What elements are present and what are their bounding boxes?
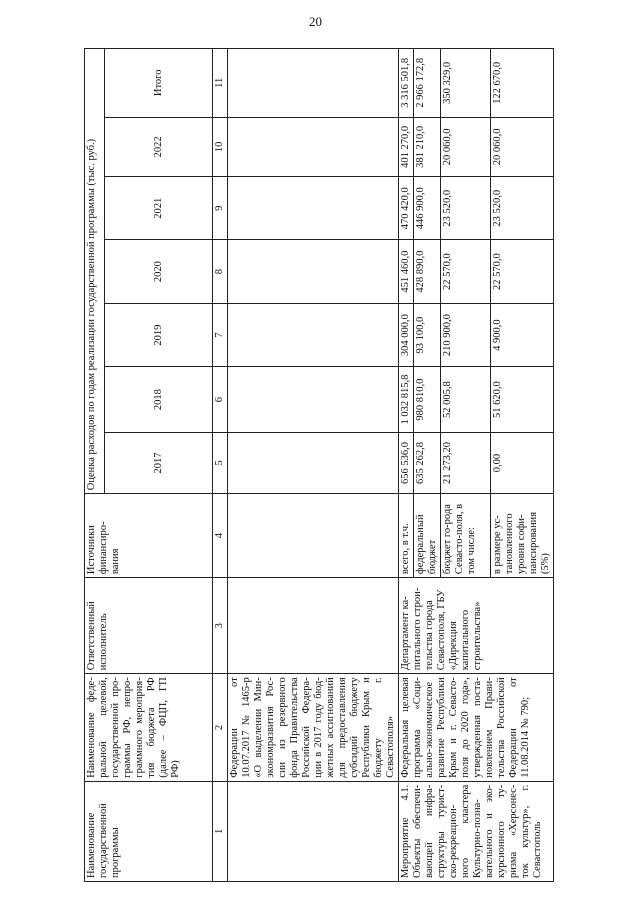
value-cell: 401 270,0	[399, 117, 414, 176]
rotated-table-container	[84, 48, 551, 882]
column-number: 7	[213, 303, 228, 366]
value-cell: 656 536,0	[399, 432, 414, 493]
value-cell: 20 060,0	[491, 117, 554, 176]
continuation-empty-cell	[228, 432, 399, 493]
value-cell: 980 810,0	[414, 367, 441, 432]
header-year: 2020	[105, 240, 213, 303]
source-cell: бюджет го-рода Севасто-поля, в том числе:	[441, 494, 491, 578]
value-cell: 428 890,0	[414, 240, 441, 303]
table-row	[399, 49, 414, 882]
value-cell: 22 570,0	[491, 240, 554, 303]
source-cell: федеральный бюджет	[414, 494, 441, 578]
value-cell: 350 329,0	[441, 49, 491, 118]
continuation-empty-cell	[228, 117, 399, 176]
value-cell: 0,00	[491, 432, 554, 493]
value-cell: 23 520,0	[441, 177, 491, 240]
header-year: 2022	[105, 117, 213, 176]
value-cell: 51 620,0	[491, 367, 554, 432]
continuation-empty-cell	[228, 494, 399, 578]
event-executor: Департамент ка-питального строи-тельства города Севастополя, ГБУ «Дирекция капитального строительства»	[399, 578, 554, 674]
event-measure: Федеральная целевая программа «Соци-ально-экономическое развитие Республики Крым и г. Севасто-поля до 2020 года», утвержденная поста-новлением Прави-тельства Российской Федерации от 11.08.2014 № 790;	[399, 674, 554, 781]
header-year: 2021	[105, 177, 213, 240]
value-cell: 22 570,0	[441, 240, 491, 303]
continuation-empty-cell	[228, 367, 399, 432]
column-number: 2	[213, 674, 228, 781]
column-number: 11	[213, 49, 228, 118]
continuation-empty-cell	[228, 49, 399, 118]
source-cell: всего, в т.ч.	[399, 494, 414, 578]
column-number: 9	[213, 177, 228, 240]
event-program: Мероприятие 4.1. Объекты обеспечи-вающей инфра-структуры турист-ско-рекреацион-ного кластера Культурно-позна-вательного и эко-курсионного ту-ризма «Херсонес-ток культур», г. Севастополь	[399, 781, 554, 881]
header-row-top	[85, 49, 105, 882]
value-cell: 1 032 815,8	[399, 367, 414, 432]
header-year: 2017	[105, 432, 213, 493]
continuation-empty-cell	[228, 240, 399, 303]
value-cell: 470 420,0	[399, 177, 414, 240]
value-cell: 23 520,0	[491, 177, 554, 240]
value-cell: 20 060,0	[441, 117, 491, 176]
source-cell: в размере ус-тановленного уровня софи-нансирования (5%)	[491, 494, 554, 578]
continuation-empty-cell	[228, 303, 399, 366]
column-number: 3	[213, 578, 228, 674]
column-number: 5	[213, 432, 228, 493]
header-total: Итого	[105, 49, 213, 118]
continuation-empty-cell	[228, 177, 399, 240]
header-sources: Источники финансиро-вания	[85, 494, 213, 578]
header-year: 2019	[105, 303, 213, 366]
continuation-empty-cell	[228, 781, 399, 881]
value-cell: 381 210,0	[414, 117, 441, 176]
page-number: 20	[309, 14, 322, 29]
value-cell: 304 000,0	[399, 303, 414, 366]
value-cell: 210 900,0	[441, 303, 491, 366]
value-cell: 3 316 501,8	[399, 49, 414, 118]
column-number-row	[213, 49, 228, 882]
header-year: 2018	[105, 367, 213, 432]
value-cell: 451 460,0	[399, 240, 414, 303]
header-estimate: Оценка расходов по годам реализации государственной программы (тыс. руб.)	[85, 49, 105, 494]
header-executor: Ответственный исполнитель	[85, 578, 213, 674]
budget-table	[84, 48, 554, 882]
column-number: 8	[213, 240, 228, 303]
header-program: Наименование государственной программы	[85, 781, 213, 881]
header-measure: Наименование феде-ральной целевой, государственной про-граммы РФ, непро-граммного мероприя-тия бюджета РФ (далее – ФЦП, ГП РФ)	[85, 674, 213, 781]
column-number: 10	[213, 117, 228, 176]
value-cell: 2 966 172,8	[414, 49, 441, 118]
value-cell: 122 670,0	[491, 49, 554, 118]
column-number: 1	[213, 781, 228, 881]
value-cell: 93 100,0	[414, 303, 441, 366]
continuation-row	[228, 49, 399, 882]
column-number: 6	[213, 367, 228, 432]
value-cell: 52 005,8	[441, 367, 491, 432]
value-cell: 21 273,20	[441, 432, 491, 493]
value-cell: 4 900,0	[491, 303, 554, 366]
continuation-text: Федерации от 10.07.2017 № 1465-р «О выделении Мин-экономразвития Рос-сии из резервного фонда Правительства Российской Федера-ции в 2017 году бюд-жетных ассигнований для предоставления субсидий бюджету Республики Крым и бюджету г. Севастополя»	[228, 674, 399, 781]
column-number: 4	[213, 494, 228, 578]
value-cell: 635 262,8	[414, 432, 441, 493]
continuation-empty-cell	[228, 578, 399, 674]
table-rotation-frame	[84, 48, 551, 882]
value-cell: 446 900,0	[414, 177, 441, 240]
